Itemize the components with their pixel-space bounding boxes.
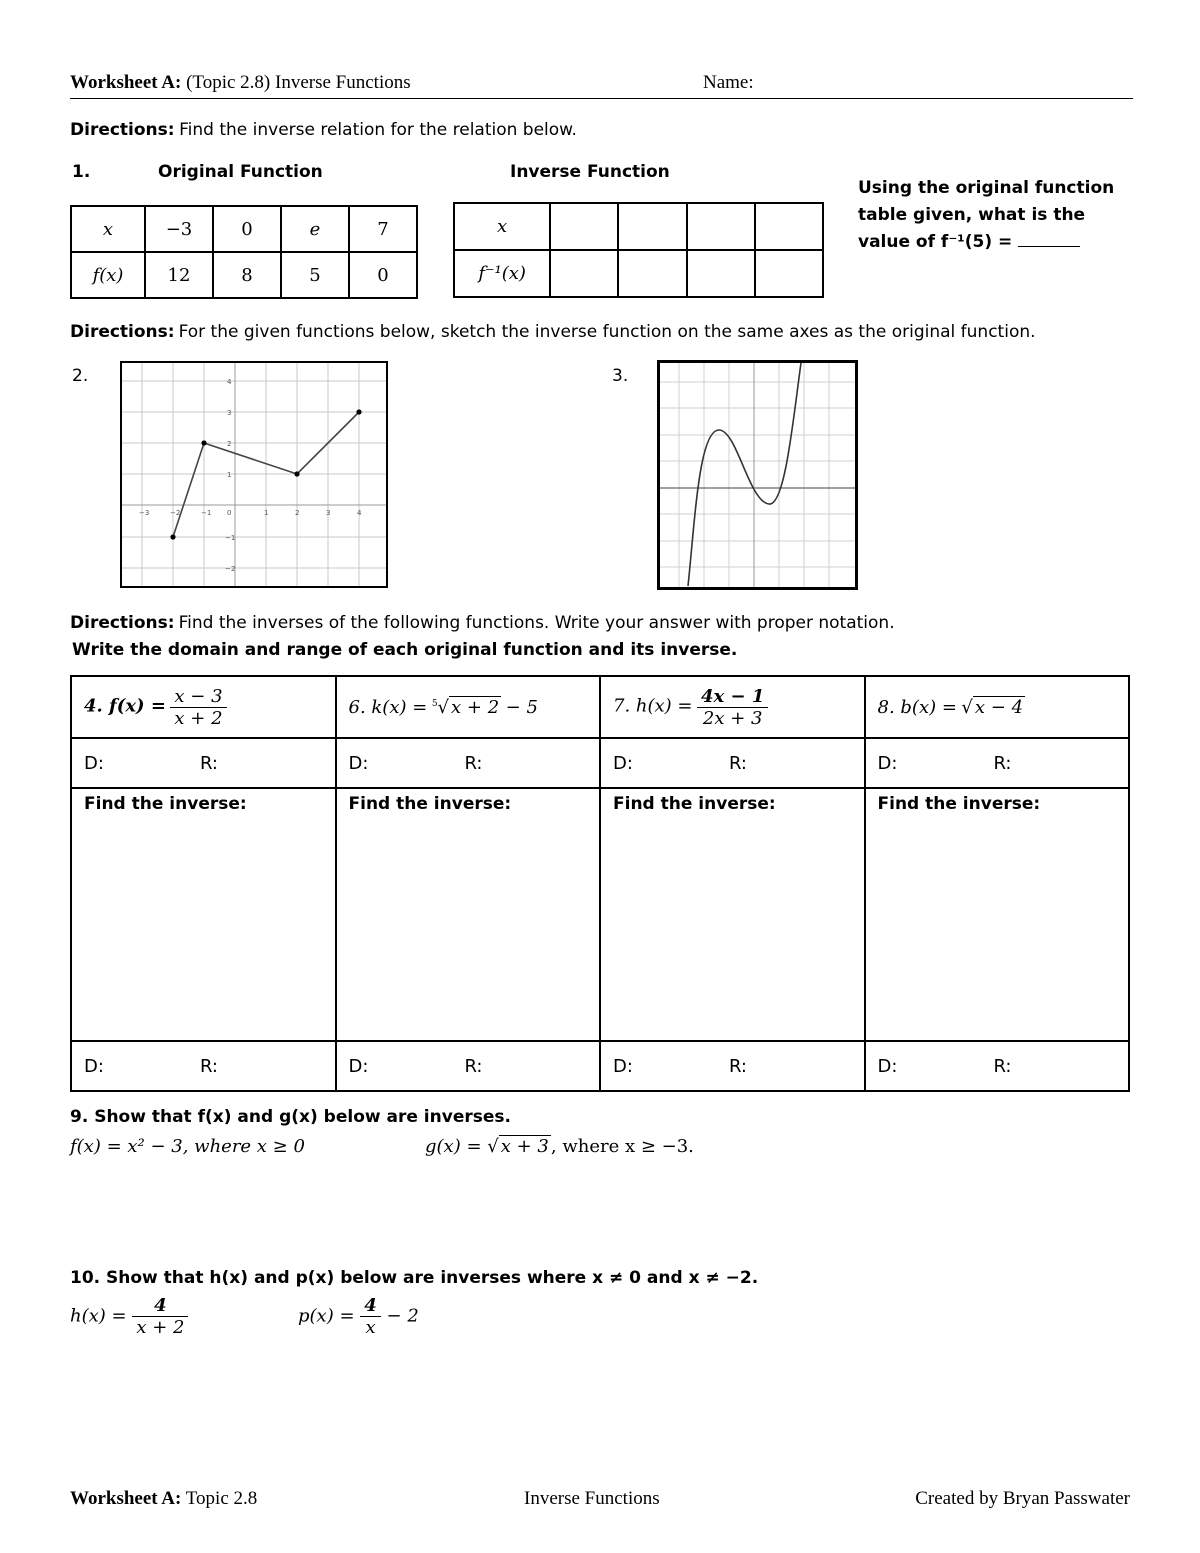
- find-inverse-area[interactable]: Find the inverse:: [600, 788, 865, 1041]
- answer-cell[interactable]: [755, 203, 823, 250]
- answer-cell[interactable]: [618, 250, 686, 297]
- table-cell: f(x): [71, 252, 145, 298]
- tick-label: −2: [170, 509, 181, 517]
- tick-label: 3: [326, 509, 331, 517]
- inverse-problems-table: [70, 675, 1130, 1092]
- domain-range-row[interactable]: D: R:: [71, 1041, 336, 1091]
- header-rule: [70, 98, 1133, 99]
- original-function-label: Original Function: [158, 162, 323, 182]
- answer-cell[interactable]: [755, 250, 823, 297]
- problem-9-title: 9. Show that f(x) and g(x) below are inverses.: [70, 1107, 511, 1127]
- fraction: $\frac{4x - 1}{2x + 3}$: [697, 686, 768, 729]
- table-cell: x: [71, 206, 145, 252]
- footer-left: Worksheet A: Topic 2.8: [70, 1488, 258, 1509]
- graph-2-point: [356, 409, 361, 414]
- answer-cell[interactable]: [687, 250, 755, 297]
- problem-10-p: p(x) = $\frac{4}{x}$ − 2: [298, 1295, 419, 1338]
- directions-3-bold: Write the domain and range of each original function and its inverse.: [72, 640, 738, 660]
- domain-range-row[interactable]: D: R:: [600, 738, 865, 788]
- domain-range-row[interactable]: D: R:: [865, 1041, 1130, 1091]
- tick-label: −2: [225, 565, 236, 573]
- radical: $^5$√ x + 2: [431, 696, 500, 718]
- domain-range-row[interactable]: D: R:: [71, 738, 336, 788]
- domain-range-row[interactable]: D: R:: [336, 1041, 601, 1091]
- radical: √ x + 3: [487, 1136, 549, 1157]
- problem-4-cell: 4. f(x) = $\frac{x - 3}{x + 2}$: [71, 676, 336, 738]
- table-cell: 8: [213, 252, 281, 298]
- problem-3-number: 3.: [612, 366, 629, 386]
- worksheet-title: Worksheet A: (Topic 2.8) Inverse Functions: [70, 72, 411, 93]
- problem-10-title: 10. Show that h(x) and p(x) below are inverses where x ≠ 0 and x ≠ −2.: [70, 1268, 759, 1288]
- inverse-function-table: [453, 202, 824, 298]
- tick-label: 1: [227, 471, 232, 479]
- tick-label: 2: [227, 440, 232, 448]
- problem-10-h: h(x) = $\frac{4}{x + 2}$: [70, 1295, 188, 1338]
- table-cell: 7: [349, 206, 417, 252]
- graph-2-point: [170, 534, 175, 539]
- problem-1-number: 1.: [72, 162, 91, 182]
- table-cell: f⁻¹(x): [454, 250, 550, 297]
- tick-label: 0: [227, 509, 232, 517]
- table-question: Using the original function table given, what is the value of f⁻¹(5) =: [858, 178, 1115, 252]
- table-cell: 0: [213, 206, 281, 252]
- tick-label: 4: [227, 378, 232, 386]
- problem-8-cell: 8. b(x) = √ x − 4: [865, 676, 1130, 738]
- directions-2: Directions: For the given functions below, sketch the inverse function on the same axes as the original function.: [70, 322, 1036, 342]
- find-inverse-area[interactable]: Find the inverse:: [865, 788, 1130, 1041]
- table-cell: x: [454, 203, 550, 250]
- fraction: $\frac{4}{x + 2}$: [132, 1295, 188, 1338]
- inverse-function-label: Inverse Function: [510, 162, 670, 182]
- tick-label: −3: [139, 509, 150, 517]
- directions-3: Directions: Find the inverses of the following functions. Write your answer with proper notation.: [70, 613, 895, 633]
- problem-7-cell: 7. h(x) = $\frac{4x - 1}{2x + 3}$: [600, 676, 865, 738]
- answer-cell[interactable]: [618, 203, 686, 250]
- table-cell: 5: [281, 252, 349, 298]
- tick-label: −1: [225, 534, 236, 542]
- answer-cell[interactable]: [687, 203, 755, 250]
- table-cell: e: [281, 206, 349, 252]
- find-inverse-area[interactable]: Find the inverse:: [336, 788, 601, 1041]
- find-inverse-area[interactable]: Find the inverse:: [71, 788, 336, 1041]
- table-cell: 0: [349, 252, 417, 298]
- tick-label: 3: [227, 409, 232, 417]
- footer-center: Inverse Functions: [524, 1488, 660, 1509]
- tick-label: 1: [264, 509, 269, 517]
- name-label: Name:: [703, 72, 754, 93]
- graph-2-point: [294, 471, 299, 476]
- tick-label: −1: [201, 509, 212, 517]
- graph-2: [120, 361, 388, 588]
- directions-1: Directions: Find the inverse relation for the relation below.: [70, 120, 577, 140]
- problem-2-number: 2.: [72, 366, 89, 386]
- tick-label: 4: [357, 509, 362, 517]
- original-function-table: [70, 205, 418, 299]
- table-cell: 12: [145, 252, 213, 298]
- graph-2-point: [201, 440, 206, 445]
- fraction: $\frac{4}{x}$: [360, 1295, 381, 1338]
- radical: √ x − 4: [961, 696, 1024, 718]
- graph-3: [657, 360, 858, 590]
- domain-range-row[interactable]: D: R:: [600, 1041, 865, 1091]
- fraction: $\frac{x - 3}{x + 2}$: [170, 686, 226, 729]
- problem-6-cell: 6. k(x) = $^5$√ x + 2 − 5: [336, 676, 601, 738]
- answer-cell[interactable]: [550, 203, 618, 250]
- tick-label: 2: [295, 509, 300, 517]
- answer-cell[interactable]: [550, 250, 618, 297]
- problem-9-f: f(x) = x² − 3, where x ≥ 0: [70, 1136, 305, 1157]
- domain-range-row[interactable]: D: R:: [336, 738, 601, 788]
- table-cell: −3: [145, 206, 213, 252]
- answer-blank[interactable]: [1018, 230, 1080, 247]
- problem-9-g: g(x) = √ x + 3 , where x ≥ −3.: [425, 1136, 694, 1157]
- domain-range-row[interactable]: D: R:: [865, 738, 1130, 788]
- footer-right: Created by Bryan Passwater: [915, 1488, 1130, 1509]
